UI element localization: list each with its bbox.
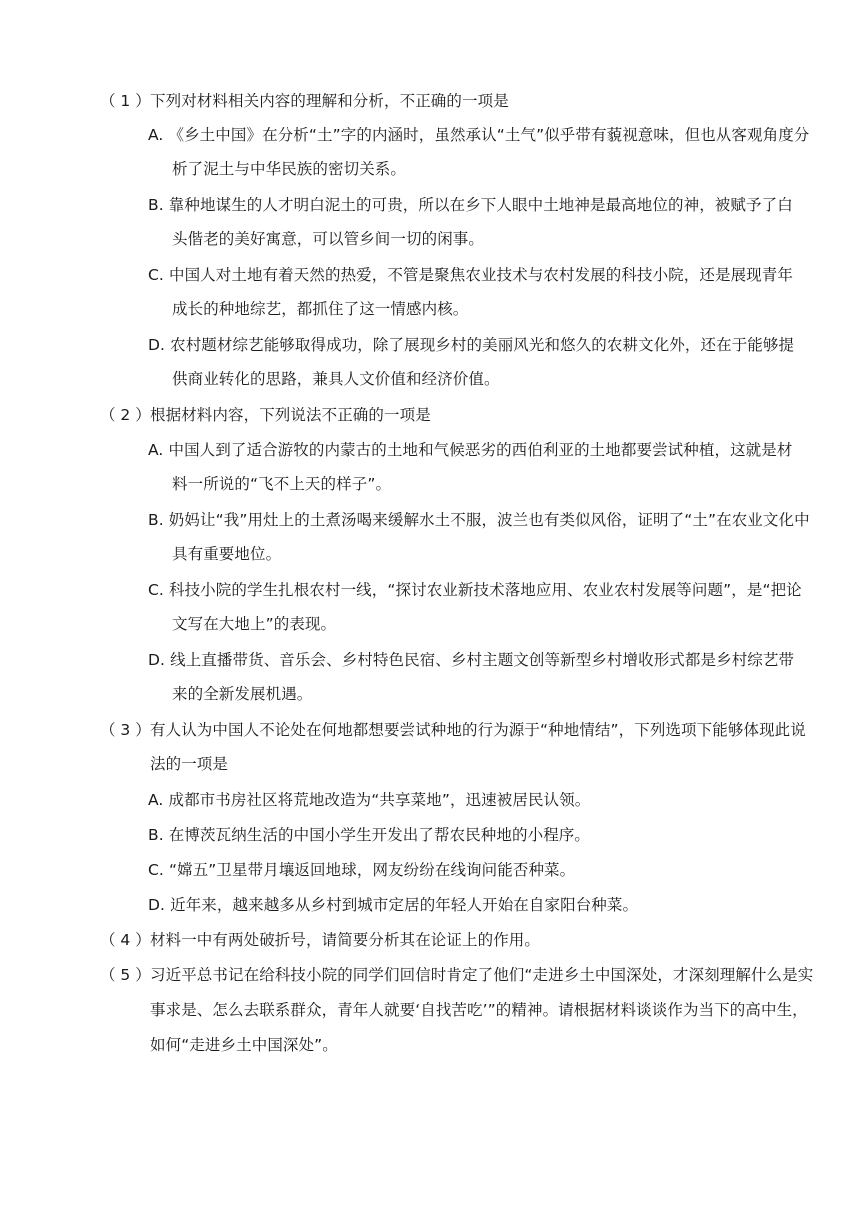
option-d: D. 线上直播带货、音乐会、乡村特色民宿、乡村主题文创等新型乡村增收形式都是乡村综艺带 (148, 651, 795, 669)
option-d: D. 近年来，越来越多从乡村到城市定居的年轻人开始在自家阳台种菜。 (148, 896, 639, 914)
question-text: 下列对材料相关内容的理解和分析，不正确的一项是 (150, 92, 509, 110)
question-text-cont: 法的一项是 (150, 755, 229, 773)
option-b-cont: 具有重要地位。 (172, 545, 282, 563)
option-a-cont: 料一所说的“飞不上天的样子”。 (172, 475, 392, 493)
question-text-cont: 如何“走进乡土中国深处”。 (150, 1036, 338, 1054)
question-number: （ 2 ） (100, 406, 151, 424)
question-text: 习近平总书记在给科技小院的同学们回信时肯定了他们“走进乡土中国深处，才深刻理解什么是实 (150, 966, 814, 984)
option-b: B. 奶妈让“我”用灶上的土煮汤喝来缓解水土不服，波兰也有类似风俗，证明了“土”在农业文化中 (148, 511, 810, 529)
question-text: 根据材料内容，下列说法不正确的一项是 (150, 406, 431, 424)
option-c: C. 科技小院的学生扎根农村一线，“探讨农业新技术落地应用、农业农村发展等问题”，是“把论 (148, 581, 802, 599)
question-number: （ 4 ） (100, 931, 151, 949)
option-c-cont: 成长的种地综艺，都抓住了这一情感内核。 (172, 300, 469, 318)
option-a-cont: 析了泥土与中华民族的密切关系。 (172, 160, 407, 178)
option-b-cont: 头偕老的美好寓意，可以管乡间一切的闲事。 (172, 230, 485, 248)
option-d-cont: 来的全新发展机遇。 (172, 685, 313, 703)
question-number: （ 1 ） (100, 92, 151, 110)
option-d-cont: 供商业转化的思路，兼具人文价值和经济价值。 (172, 370, 500, 388)
option-d: D. 农村题材综艺能够取得成功，除了展现乡村的美丽风光和悠久的农耕文化外，还在于能够提 (148, 336, 795, 354)
question-text: 有人认为中国人不论处在何地都想要尝试种地的行为源于“种地情结”，下列选项下能够体现此说 (150, 721, 806, 739)
option-a: A. 《乡土中国》在分析“土”字的内涵时，虽然承认“土气”似乎带有藐视意味，但也从客观角度分 (148, 126, 810, 144)
option-a: A. 成都市书房社区将荒地改造为“共享菜地”，迅速被居民认领。 (148, 791, 591, 809)
option-c-cont: 文写在大地上”的表现。 (172, 615, 337, 633)
question-number: （ 5 ） (100, 966, 151, 984)
option-b: B. 靠种地谋生的人才明白泥土的可贵，所以在乡下人眼中土地神是最高地位的神，被赋予了白 (148, 196, 793, 214)
question-number: （ 3 ） (100, 721, 151, 739)
option-b: B. 在博茨瓦纳生活的中国小学生开发出了帮农民种地的小程序。 (148, 826, 590, 844)
question-text-cont: 事求是、怎么去联系群众，青年人就要‘自找苦吃’”的精神。请根据材料谈谈作为当下的高中生， (150, 1001, 808, 1019)
question-text: 材料一中有两处破折号，请简要分析其在论证上的作用。 (150, 931, 541, 949)
option-c: C. 中国人对土地有着天然的热爱，不管是聚焦农业技术与农村发展的科技小院，还是展现青年 (148, 266, 793, 284)
option-a: A. 中国人到了适合游牧的内蒙古的土地和气候恶劣的西伯利亚的土地都要尝试种植，这就是材 (148, 441, 793, 459)
option-c: C. “嫦五”卫星带月壤返回地球，网友纷纷在线询问能否种菜。 (148, 861, 576, 879)
